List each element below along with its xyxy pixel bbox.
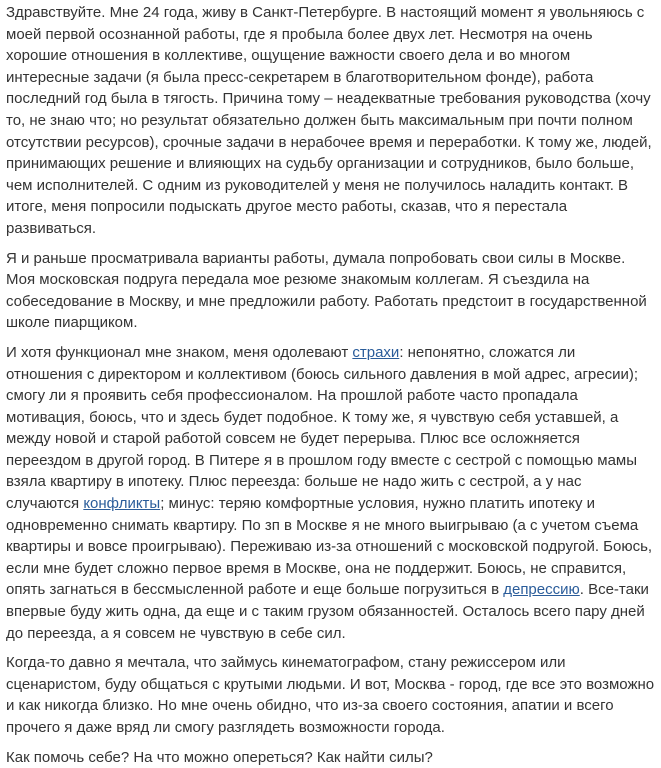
paragraph-fears-text-1: И хотя функционал мне знаком, меня одолевают [6,343,353,361]
paragraph-questions: Как помочь себе? На что можно опереться? Как найти силы? [6,748,433,766]
paragraph-fears-text-3: ; минус: теряю комфортные условия, нужно платить ипотеку и одновременно снимать квартиру. По зп в Москве я не много выигрываю (а с учетом съема квартиры и вовсе проигрываю). Переживаю из-за отношений с московской подругой. Боюсь, если мне будет сложно первое время в Москве, она не поддержит. Боюсь, не справится, опять загнаться в бессмысленной работе и еще больше погрузиться в [6,495,653,599]
paragraph-intro: Здравствуйте. Мне 24 года, живу в Санкт-Петербурге. В настоящий момент я увольняюсь с моей первой осознанной работы, где я пробыла более двух лет. Несмотря на очень хорошие отношения в коллективе, ощущение важности своего дела и во многом интересные задачи (я была пресс-секретарем в благотворительном фонде), работа последний год была в тягость. Причина тому – неадекватные требования руководства (хочу то, не знаю что; но результат обязательно должен быть максимальным при почти полном отсутствии ресурсов), срочные задачи в нерабочее время и переработки. К тому же, людей, принимающих решение и влияющих на судьбу организации и сотрудников, было больше, чем исполнителей. С одним из руководителей у меня не получилось наладить контакт. В итоге, меня попросили подыскать другое место работы, сказав, что я перестала развиваться. [6,4,652,237]
paragraph-dreams: Когда-то давно я мечтала, что займусь кинематографом, стану режиссером или сценаристом, буду общаться с крутыми людьми. И вот, Москва - город, где все это возможно и как никогда близко. Но мне очень обидно, что из-за своего состояния, апатии и всего прочего я даже вряд ли смогу разглядеть возможности города. [6,654,655,736]
paragraph-fears [6,342,655,644]
link-depression[interactable]: депрессию [503,581,580,599]
paragraph-fears-text-4: . Все-таки впервые буду жить одна, да еще и с таким грузом обязанностей. Осталось всего пару дней до переезда, а я совсем не чувствую в себе сил. [6,581,649,642]
paragraph-job-search: Я и раньше просматривала варианты работы, думала попробовать свои силы в Москве. Моя московская подруга передала мое резюме знакомым коллегам. Я съездила на собеседование в Москву, и мне предложили работу. Работать предстоит в государственной школе пиарщиком. [6,249,647,332]
link-fears[interactable]: страхи [352,343,400,361]
link-conflicts[interactable]: конфликты [83,495,161,513]
paragraph-fears-text-2: : непонятно, сложатся ли отношения с директором и коллективом (боюсь сильного давления в мой адрес, агресии); смогу ли я проявить себя профессионалом. На прошлой работе часто пропадала мотивация, боюсь, что и здесь будет подобное. К тому же, я чувствую себя уставшей, а между новой и старой работой совсем не будет перерыва. Плюс все осложняется переездом в другой город. В Питере я в прошлом году вместе с сестрой с помощью мамы взяла квартиру в ипотеку. Плюс переезда: больше не надо жить с сестрой, а у нас случаются [6,343,639,513]
